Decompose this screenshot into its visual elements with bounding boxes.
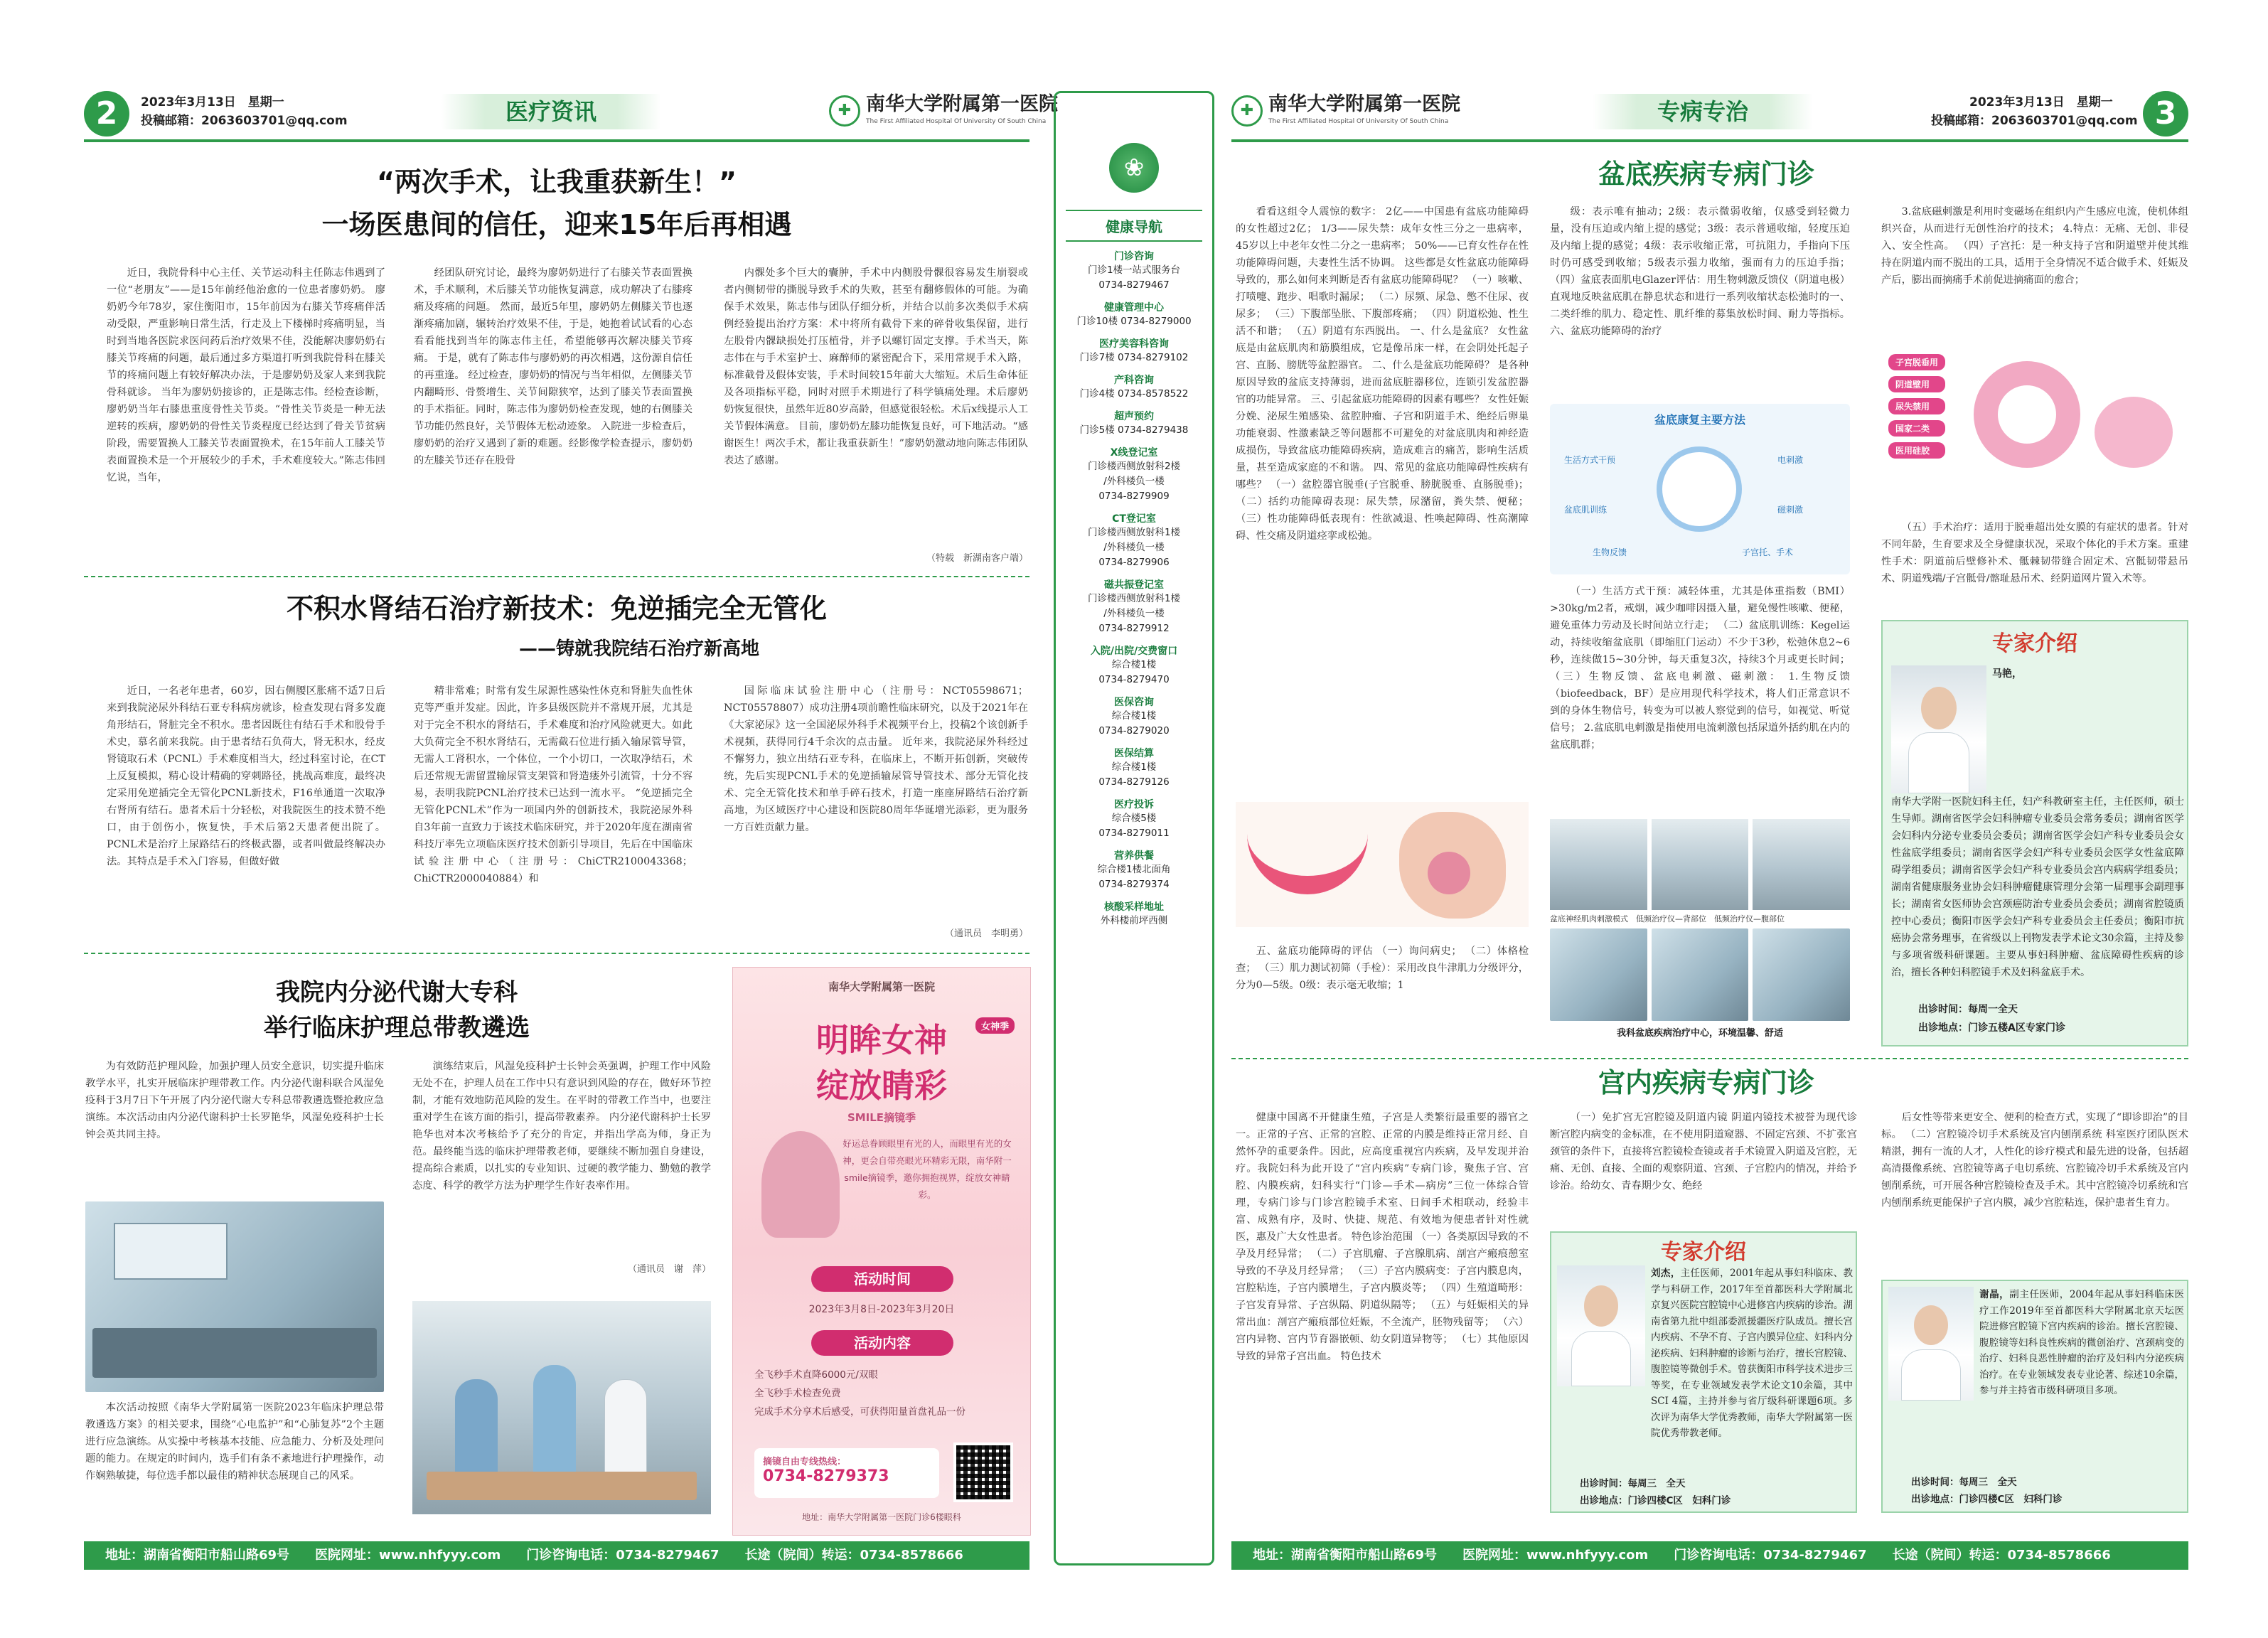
hospital-logo-icon: ✚ — [1231, 95, 1263, 127]
sidebar-line: 0734-8279020 — [1098, 725, 1170, 737]
sidebar-heading: 入院/出院/交费窗口 — [1090, 646, 1178, 657]
sidebar-heading: 医保咨询 — [1114, 697, 1154, 708]
ad-hospital: 南华大学附属第一医院 — [828, 980, 935, 993]
article2-col-2: 精非常难；时常有发生尿源性感染性休克和肾脏失血性休克等严重并发症。因此，许多县级医院并不常规开展，尤其是对于完全不积水的肾结石，手术难度和治疗风险就更大。如此大负荷完全不积水肾结石，无需截石位进行插入输尿管导管，无需人工肾积水，一个体位，一个小切口，一次取净结石，术后还常规无需留置输尿管支架管和肾造瘘外引流管，十分不容易，表明我院PCNL治疗技术已达到一流水平。 “免逆插完全无管化PCNL术”作为一项国内外的创新技术，我院泌尿外科自3年前一直致力于该技术临床研究，并于2020年度在湖南省科技厅率先立项临床医疗技术创新引导项目，先后在中国临床试验注册中心（注册号：ChiCTR2100043368；ChiCTR2000040884）和 — [414, 685, 692, 884]
sidebar-line: 0734-8279467 — [1098, 279, 1170, 291]
sidebar-line: 门诊5楼 0734-8279438 — [1079, 424, 1189, 436]
article1-title-2: 一场医患间的信任，迎来15年后再相遇 — [321, 209, 792, 240]
article3-byline: （通讯员 谢 萍） — [627, 1264, 711, 1275]
ad-poem: 好运总眷顾眼里有光的人，而眼里有光的女神，更会自带亮眼光环精彩无限，南华附一smile摘镜季，邀你拥抱视界，绽放女神睛彩。 — [843, 1138, 1012, 1200]
sidebar-heading: CT登记室 — [1112, 513, 1156, 525]
hospital-name-right: 南华大学附属第一医院 — [1268, 93, 1460, 115]
pessary-label-list — [1888, 354, 1945, 459]
pessary-label: 尿失禁用 — [1888, 398, 1945, 414]
footer-transfer: 长途（院间）转运：0734-8578666 — [744, 1548, 963, 1563]
sidebar-line: /外科楼负一楼 — [1103, 542, 1165, 553]
expert1-intro-top — [1992, 665, 2184, 793]
sidebar-heading: 医疗投诉 — [1114, 799, 1154, 810]
sidebar-heading: 医保结算 — [1114, 748, 1154, 759]
hospital-en-left: The First Affiliated Hospital Of University Of South China — [866, 118, 1047, 125]
health-navigation-sidebar — [1054, 91, 1214, 1565]
sidebar-line: 0734-8279909 — [1098, 491, 1170, 502]
equipment-photos — [1550, 819, 1850, 910]
section-banner-left: 医疗资讯 — [441, 94, 661, 129]
ad-items — [754, 1366, 1010, 1421]
expert-photo-xie-jing — [1888, 1287, 1974, 1401]
ring-pessary-icon — [1974, 361, 2080, 468]
expert3-place: 出诊地点：门诊四楼C区 妇科门诊 — [1911, 1494, 2063, 1505]
rehab-methods-diagram — [1550, 404, 1850, 574]
sidebar-line: 外科楼前坪西侧 — [1100, 915, 1168, 926]
footer-right — [1231, 1541, 2188, 1570]
expert3-name: 谢晶， — [1979, 1289, 2010, 1300]
pelvic-col-2b: （一）生活方式干预：减轻体重，尤其是体重指数（BMI）>30kg/m2者，戒烟，减少咖啡因摄入量，避免慢性咳嗽、便秘，避免重体力劳动及长时间站立行走； （二）盆底肌训练：Kegel运动，持续收缩盆底肌（即缩肛门运动）不少于3秒，松弛休息2~6秒，连续做15~30分钟，每天重复3次，持续3个月或更长时间； （三）生物反馈、盆底电刺激、磁刺激： 1.生物反馈（biofeedback，BF）是应用现代科学技术，将人们正常意识不到的身体生物信号，转变为可以被人察觉到的信号，如视觉、听觉信号； 2.盆底肌电刺激是指使用电流刺激包括尿道外括约肌在内的盆底肌群； — [1550, 586, 1850, 751]
sidebar-line: 门诊4楼 0734-8578522 — [1079, 388, 1189, 400]
lotus-book-icon: ❀ — [1109, 143, 1159, 193]
header-rule-right — [1231, 139, 2188, 142]
pelvic-col-2: 级：表示唯有抽动；2级：表示微弱收缩，仅感受到轻微力量，没有压迫或内缩上提的感觉；3级：表示普通收缩，轻度压迫及内缩上提的感觉；4级：表示收缩正常，可抗阻力，手指向下压时仍可感受到收缩；5级表示强力收缩，强而有力的压迫手指； （四）盆底表面肌电Glazer评估：用生物刺激反馈仪（阴道电极）直观地反映盆底肌在静息状态和进行一系列收缩状态松弛时的一、二类纤维的肌力、稳定性、肌纤维的募集放松时间、耐力等指标。 六、盆底功能障碍的治疗 — [1550, 206, 1850, 337]
sidebar-heading: 产科咨询 — [1114, 375, 1154, 386]
sidebar-line: /外科楼负一楼 — [1103, 608, 1165, 619]
footer-address: 地址：湖南省衡阳市船山路69号 — [105, 1548, 290, 1563]
expert2-place: 出诊地点：门诊四楼C区 妇科门诊 — [1580, 1495, 1731, 1506]
expert1-name: 马艳， — [1992, 668, 2022, 680]
divider — [1231, 1058, 2188, 1059]
sidebar-line: 0734-8279374 — [1098, 879, 1170, 890]
pessary-label: 国家二类 — [1888, 420, 1945, 437]
expert-card-xie-jing — [1881, 1280, 2188, 1513]
sidebar-line: 0734-8279906 — [1098, 557, 1170, 568]
footer-left — [84, 1541, 1029, 1570]
qr-code-icon[interactable] — [953, 1442, 1013, 1502]
issue-date-right: 2023年3月13日 星期一 — [1969, 95, 2113, 109]
article3-title-1: 我院内分泌代谢大专科 — [276, 978, 518, 1007]
sidebar-line: 门诊1楼一站式服务台 — [1087, 264, 1181, 276]
article2-subtitle: ——铸就我院结石治疗新高地 — [518, 638, 759, 660]
expert2-time: 出诊时间：每周三 全天 — [1580, 1478, 1686, 1489]
ad-time: 2023年3月8日-2023年3月20日 — [808, 1304, 955, 1315]
sidebar-line: 门诊7楼 0734-8279102 — [1079, 352, 1189, 363]
expert-photo-ma-yan — [1891, 665, 1986, 793]
ad-time-label: 活动时间 — [811, 1266, 953, 1292]
ad-badge: 女神季 — [975, 1017, 1015, 1034]
expert-card-liu-jie — [1550, 1231, 1857, 1513]
ad-smile: SMILE摘镜季 — [847, 1111, 916, 1124]
sidebar-line: 0734-8279912 — [1098, 623, 1170, 634]
ad-hotline-label: 摘镜自由专线热线： — [763, 1457, 847, 1467]
section-banner-right: 专病专治 — [1593, 94, 1813, 129]
issue-date-left: 2023年3月13日 星期一 — [141, 95, 284, 109]
sidebar-line: 综合楼1楼北面角 — [1097, 864, 1171, 875]
page-number-right: 3 — [2143, 91, 2188, 136]
expert-photo-liu-jie — [1557, 1265, 1645, 1386]
eye-campaign-ad — [732, 967, 1031, 1536]
pessary-label: 阴道壁用 — [1888, 376, 1945, 392]
treatment-room-photos — [1550, 928, 1850, 1021]
sidebar-heading: 门诊咨询 — [1114, 251, 1154, 262]
footer-phone: 门诊咨询电话：0734-8279467 — [526, 1548, 720, 1563]
expert-card-ma-yan — [1881, 620, 2188, 1046]
article1-title-1: “两次手术，让我重获新生！” — [377, 166, 737, 198]
sidebar-line: 综合楼1楼 — [1111, 659, 1157, 670]
article2-title: 不积水肾结石治疗新技术：免逆插完全无管化 — [286, 593, 827, 624]
uterine-col-1: 健康中国离不开健康生殖，子宫是人类繁衍最重要的器官之一。正常的子宫、正常的宫腔、正常的内膜是维持正常月经、自然怀孕的重要条件。因此，应高度重视宫内疾病，及早发现并治疗。我院妇科为此开设了“宫内疾病”专病门诊，聚焦子宫、宫腔、内膜疾病，妇科实行“门诊—手术—病房”三位一体综合管理，专病门诊与门诊宫腔镜手术室、日间手术相联动，经验丰富、成熟有序，及时、快捷、规范、有效地为便患者针对性就医，惠及广大女性患者。 特色诊治范围 （一）各类原因导致的不孕及月经异常； （二）子宫肌瘤、子宫腺肌病、剖宫产瘢痕憩室导致的不孕及月经异常； （三）子宫内膜病变：子宫内膜息肉，宫腔粘连，子宫内膜增生，子宫内膜炎等； （四）生殖道畸形：子宫发育异常、子宫纵隔、阴道纵隔等； （五）与妊娠相关的异常出血：剖宫产瘢痕部位妊娠，不全流产，胚物残留等； （六）宫内异物、宫内节育器嵌顿、幼女阴道异物等； （七）其他原因导致的异常子宫出血。 特色技术 — [1236, 1112, 1529, 1362]
expert3-time: 出诊时间：每周三 全天 — [1911, 1477, 2017, 1488]
sidebar-heading: 健康管理中心 — [1104, 302, 1164, 314]
sidebar-list — [1056, 249, 1212, 928]
article1-col-3: 内髁处多个巨大的囊肿，手术中内侧股骨髁很容易发生崩裂或者内侧韧带的撕脱导致手术的失败，甚至有翻修假体的可能。为确保手术效果，陈志伟与团队仔细分析，并结合以前多次类似手术病例经验提出治疗方案：术中将所有截骨下来的碎骨收集保留，进行左股骨内髁缺损处打压植骨，并予以螺钉固定支撑。手术当天，陈志伟在与手术室护士、麻醉师的紧密配合下，采用常规手术入路，标准截骨及假体安装，手术时间较15年前大大缩短。术后生命体征及各项指标平稳，同时对照手术期进行了科学镇痛处理。术后廖奶奶恢复很快，虽然年近80岁高龄，但感觉很轻松。术后x线提示人工关节假体满意。 目前，廖奶奶左膝功能恢复良好，可下地活动。“感谢医生！两次手术，都让我重获新生！”廖奶奶激动地向陈志伟团队表达了感谢。 — [724, 267, 1028, 466]
article3-col-1: 为有效防范护理风险，加强护理人员安全意识，切实提升临床教学水平，扎实开展临床护理带教工作。内分泌代谢科联合风湿免疫科于3月7日下午开展了内分泌代谢大专科总带教遴选暨抢救应急演练。本次活动由内分泌代谢科护士长罗艳华，风湿免疫科护士长钟会英共同主持。 — [85, 1061, 384, 1140]
sidebar-heading: 核酸采样地址 — [1104, 901, 1164, 913]
diagram-label: 生物反馈 — [1593, 547, 1627, 557]
sidebar-heading: 磁共振登记室 — [1104, 579, 1164, 591]
sidebar-heading: 超声预约 — [1114, 411, 1154, 422]
hospital-en-right: The First Affiliated Hospital Of University Of South China — [1268, 118, 1449, 125]
pelvic-col-3b: （五）手术治疗：适用于脱垂超出处女膜的有症状的患者。针对不同年龄，生育要求及全身健康状况，采取个体化的手术方案。重建性手术：阴道前后壁修补术、骶棘韧带缝合固定术、宫骶韧带悬吊术、阴道残端/子宫骶骨/髂耻悬吊术、经阴道网片置入术等。 — [1881, 522, 2188, 584]
equipment-caption: 盆底神经肌肉刺激模式 低频治疗仪—背部位 低频治疗仪—腹部位 — [1550, 914, 1785, 924]
sidebar-line: 门诊楼西侧放射科1楼 — [1087, 527, 1181, 538]
footer-transfer: 长途（院间）转运：0734-8578666 — [1892, 1548, 2111, 1563]
article1-col-1: 近日，我院骨科中心主任、关节运动科主任陈志伟遇到了一位“老朋友”——是15年前经他治愈的一位患者廖奶奶。 廖奶奶今年78岁，家住衡阳市，15年前因为右膝关节疼痛伴活动受限，严重影响日常生活，行走及上下楼梯时疼痛明显，当时到当地各医院求医问药后治疗效果不佳，没能解决廖奶奶右膝关节疼痛的问题，最后通过多方渠道打听到我院骨科在膝关节的疼痛问题上有较好解决办法，于是廖奶奶及家人来到我院骨科就诊。 当年为廖奶奶接诊的，正是陈志伟。经检查诊断，廖奶奶当年右膝患重度骨性关节炎。“骨性关节炎是一种无法逆转的疾病，廖奶奶的骨性关节炎程度已经达到了骨关节贫病阶段，需要置换人工膝关节表面置换术，在15年前人工膝关节表面置换术是一个开展较少的手术，手术难度较大。”陈志伟回忆说，当年， — [107, 267, 385, 483]
sidebar-heading: 医疗美容科咨询 — [1099, 338, 1169, 350]
diagram-label: 盆底肌训练 — [1564, 505, 1608, 515]
hammock-pelvis-illustration — [1236, 802, 1529, 927]
expert1-place: 出诊地点：门诊五楼A区专家门诊 — [1918, 1022, 2065, 1034]
hospital-name-left: 南华大学附属第一医院 — [866, 93, 1058, 115]
diagram-label: 生活方式干预 — [1564, 455, 1616, 465]
sidebar-line: 门诊楼西侧放射科2楼 — [1087, 461, 1181, 472]
expert3-intro — [1979, 1287, 2184, 1469]
ad-item: 完成手术分享术后感受，可获得阳量首盘礼品一份 — [754, 1406, 965, 1418]
header-rule-left — [84, 139, 1029, 142]
training-meeting-photo — [85, 1201, 384, 1392]
ad-item: 全飞秒手术检查免费 — [754, 1388, 841, 1399]
pelvic-col-1: 看看这组令人震惊的数字： 2亿——中国患有盆底功能障碍的女性超过2亿； 1/3——尿失禁：成年女性三分之一患病率，45岁以上中老年女性二分之一患病率； 50%——已育女性存在性功能障碍问题，夫妻性生活不协调。 这些都是女性盆底功能障碍导致的，那么如何来判断是否有盆底功能障碍呢？ （一）咳嗽、打喷嚏、跑步、唱歌时漏尿； （二）尿频、尿急、憋不住尿、夜尿多； （三）下腹部坠胀、下腹部疼痛； （四）阴道松弛、性生活不和谐； （五）阴道有东西脱出。 一、什么是盆底？ 女性盆底是由盆底肌肉和筋膜组成，它是像吊床一样，在会阴处托起子宫、直肠、膀胱等盆腔器官。 二、什么是盆底功能障碍？ 是各种原因导致的盆底支持薄弱，进而盆底脏器移位，连锁引发盆腔器官的功能异常。 三、引起盆底功能障碍的因素有哪些？ 女性妊娠分娩、泌尿生殖感染、盆腔肿瘤、子宫和阴道手术、绝经后卵巢功能衰弱、性激素缺乏等问题都不可避免的对盆底肌肉和神经造成损伤，导致盆底功能障碍疾病，造成难言的痛苦，影响生活质量，甚至造成家庭的不和谐。 四、常见的盆底功能障碍性疾病有哪些？ （一）盆腔器官脱垂(子宫脱垂、膀胱脱垂、直肠脱垂)； （二）括约功能障碍表现：尿失禁，尿潴留，粪失禁、便秘； （三）性功能障碍低表现有：性欲减退、性唤起障碍、性高潮障碍、性交痛及阴道痉挛或松弛。 — [1236, 206, 1529, 542]
sidebar-line: 门诊10楼 0734-8279000 — [1076, 316, 1192, 327]
ad-headline-1: 明眸女神 — [816, 1021, 947, 1059]
ad-hotline: 0734-8279373 — [763, 1467, 889, 1485]
expert2-intro — [1651, 1265, 1853, 1473]
hospital-logo-icon: ✚ — [829, 95, 860, 127]
pessary-products — [1881, 347, 2188, 510]
footer-address: 地址：湖南省衡阳市船山路69号 — [1253, 1548, 1438, 1563]
sidebar-line: /外科楼负一楼 — [1103, 476, 1165, 487]
footer-website[interactable]: 医院网址：www.nhfyyy.com — [315, 1548, 501, 1563]
sidebar-line: 0734-8279126 — [1098, 776, 1170, 788]
ad-hotline-box — [754, 1448, 939, 1498]
ad-content-label: 活动内容 — [811, 1330, 953, 1356]
nursing-drill-photo — [412, 1301, 711, 1514]
ad-address: 地址：南华大学附属第一医院门诊6楼眼科 — [802, 1512, 961, 1522]
article3-title-2: 举行临床护理总带教遴选 — [264, 1014, 530, 1042]
ad-item: 全飞秒手术直降6000元/双眼 — [754, 1369, 878, 1381]
expert1-time: 出诊时间：每周一全天 — [1918, 1004, 2018, 1015]
article1-byline: （特载 新湖南客户端） — [926, 553, 1028, 564]
uterine-col-3: 后女性等带来更安全、便利的检查方式，实现了“即诊即治”的目标。 （二）宫腔镜冷切手术系统及宫内刨削系统 科室医疗团队医术精湛，拥有一流的人才，人性化的诊疗模式和最先进的设备，包括超高清摄像系统、宫腔镜等离子电切系统、宫腔镜冷切手术系统及宫内刨削系统，可开展各种宫腔镜检查及手术。其中宫腔镜冷切系统和宫内刨削系统更能保护子宫内膜，减少宫腔粘连，保护患者生育力。 — [1881, 1112, 2188, 1209]
article2-byline: （通讯员 李明勇） — [944, 928, 1028, 939]
sidebar-line: 综合楼1楼 — [1111, 761, 1157, 773]
pelvic-clinic-title: 盆底疾病专病门诊 — [1598, 159, 1814, 190]
diagram-label: 电刺激 — [1777, 455, 1804, 465]
sidebar-line: 0734-8279470 — [1098, 674, 1170, 685]
sidebar-line: 门诊楼西侧放射科1楼 — [1087, 593, 1181, 604]
pelvic-col-3: 3.盆底磁刺激是利用时变磁场在组织内产生感应电流，使机体组织兴奋，从而进行无创性治疗的技术； 4.特点：无痛、无创、非侵入、安全性高。 （四）子宫托：是一种支持子宫和阴道壁并使其维持在阴道内而不脱出的工具，适用于全身情况不适合做手术、妊娠及产后，膨出而摘痛手术前促进摘痛面的愈合； — [1881, 206, 2188, 286]
sidebar-title: 健康导航 — [1066, 210, 1202, 242]
pessary-label: 子宫脱垂用 — [1888, 354, 1945, 370]
divider — [84, 576, 1029, 577]
expert-card-title: 专家介绍 — [1661, 1240, 1746, 1265]
pessary-label: 医用硅胶 — [1888, 442, 1945, 459]
sidebar-line: 0734-8279011 — [1098, 828, 1170, 839]
footer-website[interactable]: 医院网址：www.nhfyyy.com — [1462, 1548, 1649, 1563]
article2-col-1: 近日，一名老年患者，60岁，因右侧腰区胀痛不适7日后来到我院泌尿外科结石亚专科病房就诊，检查发现右肾多发鹿角形结石，肾脏完全不积水。患者因既往有结石手术和股骨手术史，慕名前来我院。由于患者结石负荷大，肾无积水，经皮肾镜取石术（PCNL）手术难度相当大，经过科室讨论，在CT上反复模拟，精心设计精确的穿刺路径，挑战高难度，最终决定采用免逆插完全无管化PCNL新技术，F16单通道一次取净右肾所有结石。患者术后十分轻松，对我院医生的技术赞不绝口，由于创伤小，恢复快，手术后第2天患者便出院了。 PCNL术是治疗上尿路结石的终极武器，或者叫做最终解决办法。其特点是手术入门容易，但做好做 — [107, 685, 385, 867]
sidebar-line: 综合楼5楼 — [1111, 813, 1157, 824]
diagram-label: 磁刺激 — [1777, 505, 1804, 515]
article2-col-3: 国际临床试验注册中心（注册号：NCT05598671；NCT05578807）成功注册4项前瞻性临床研究，以及于2021年在《大家泌尿》这一全国泌尿外科手术视频平台上，投稿2个该创新手术视频，获得同行4千余次的点击量。 近年来，我院泌尿外科经过不懈努力，独立出结石亚专科，在临床上，不断开拓创新，突破传统，先后实现PCNL手术的免逆插输尿管导管技术、部分无管化技术、完全无管化技术和单手碎石技术，打造一座座屏路结石治疗新高地，为区域医疗中心建设和医院80周年华诞增光添彩，更为服务一方百姓贡献力量。 — [724, 685, 1028, 833]
diagram-label: 子宫托、手术 — [1742, 547, 1794, 557]
article3-col-bottom: 本次活动按照《南华大学附属第一医院2023年临床护理总带教遴选方案》的相关要求，围绕“心电监护”和“心肺复苏”2个主题进行应急演练。从实操中考核基本技能、应急能力、分析及处理问题的能力。在规定的时间内，选手们有条不紊地进行护理操作，动作娴熟敏捷，每位选手都以最佳的精神状态展现自己的风采。 — [85, 1402, 384, 1482]
expert2-text: 主任医师，2001年起从事妇科临床、教学与科研工作，2017年至首都医科大学附属北京复兴医院宫腔镜中心进修宫内疾病的诊治。湖南省第九批中组部委派援疆医疗队成员。擅长宫内疾病、不孕不育、子宫内膜异位症、妇科内分泌疾病、妇科肿瘤的诊断与治疗，擅长宫腔镜、腹腔镜等微创手术。曾获衡阳市科学技术进步三等奖，在专业领域发表学术论文10余篇，其中SCI 4篇，主持并参与省厅级科研课题6项。多次评为南华大学优秀教师，南华大学附属第一医院优秀带教老师。 — [1651, 1268, 1853, 1439]
page-number-left: 2 — [84, 91, 129, 136]
divider — [84, 953, 1029, 954]
footer-phone: 门诊咨询电话：0734-8279467 — [1674, 1548, 1867, 1563]
diagram-title: 盆底康复主要方法 — [1654, 413, 1745, 427]
expert3-text: 副主任医师，2004年起从事妇科临床医疗工作2019年至首都医科大学附属北京天坛医院进修宫腔镜下宫内疾病的诊治。擅长宫腔镜、腹腔镜等妇科良性疾病的微创治疗、宫颈病变的治疗、妇科良恶性肿瘤的治疗及妇科内分泌疾病治疗。在专业领域发表专业论著、综述10余篇，参与并主持省市级科研项目多项。 — [1979, 1289, 2184, 1396]
expert1-text-b: 南华大学附一医院妇科主任，妇产科教研室主任，主任医师，硕士生导师。湖南省医学会妇科肿瘤专业委员会常务委员；湖南省医学会妇科内分泌专业委员会委员；湖南省医学会妇产科专业委员会女性盆底学组委员；湖南省医学会妇产科专业委员会医学女性盆底障碍学组委员；湖南省医学会妇产科专业委员会宫内病病学组委员；湖南省健康服务业协会妇科肿瘤健康管理分会第一届理事会副理事长；湖南省女医师协会宫颈癌防治专业委员会委员；湖南省腔镜质控中心委员；衡阳市医学会妇产科专业委员会主任委员；衡阳市抗癌协会常务理事，在省级以上刊物发表学术论文30余篇，主持及参与多项省级科研课题。主要从事妇科肿瘤、盆底障碍性疾病的诊治，擅长各种妇科腔镜手术及妇科盆底手术。 — [1891, 796, 2184, 978]
article1-col-2: 经团队研究讨论，最终为廖奶奶进行了右膝关节表面置换术，手术顺利，术后膝关节功能恢复满意，成功解决了右膝疼痛及疼痛的问题。 然而，最近5年里，廖奶奶左侧膝关节也逐渐疼痛加剧，辗转治疗效果不佳，于是，她抱着试试看的心态看看能找到当年的陈志伟主任，希望能够再次解决膝关节疼痛。 于是，就有了陈志伟与廖奶奶的再次相遇，这份源自信任的再重逢。 经过检查，廖奶奶的情况与当年相似，左侧膝关节内翻畸形、骨赘增生、关节间隙狭窄，达到了膝关节表面置换的手术指征。同时，陈志伟为廖奶奶检查发现，她的右侧膝关节功能仍然良好，关节假体无松动迹象。 入院进一步检查后，廖奶奶的治疗又遇到了新的难题。经影像学检查提示，廖奶奶的左膝关节还存在股骨 — [414, 267, 692, 466]
email-right: 投稿邮箱：2063603701@qq.com — [1931, 114, 2138, 128]
woman-guitar-illustration — [761, 1131, 840, 1238]
uterine-col-2: （一）免扩宫无宫腔镜及阴道内镜 阴道内镜技术被誉为现代诊断宫腔内病变的金标准，在不使用阴道窥器、不固定宫颈、不扩张宫颈管的条件下，直接将宫腔镜检查镜或者手术镜置入阴道及宫腔，无痛、无创、直接、全面的观察阴道、宫颈、子宫腔内的情况，并给予诊治。给幼女、青春期少女、绝经 — [1550, 1112, 1857, 1192]
expert-card-title: 专家介绍 — [1992, 631, 2077, 656]
room-caption: 我科盆底疾病治疗中心，环境温馨、舒适 — [1616, 1028, 1783, 1039]
uterine-clinic-title: 宫内疾病专病门诊 — [1598, 1067, 1814, 1098]
gellhorn-pessary-icon — [2095, 397, 2173, 468]
sidebar-heading: 营养供餐 — [1114, 850, 1154, 862]
ad-headline-2: 绽放睛彩 — [816, 1066, 947, 1105]
sidebar-line: 综合楼1楼 — [1111, 710, 1157, 722]
pelvic-col-1b: 五、盆底功能障碍的评估 （一）询问病史； （二）体格检查； （三）肌力测试初筛（手检）：采用改良牛津肌力分级评分，分为0—5级。0级：表示毫无收缩；1 — [1236, 946, 1529, 991]
expert2-name: 刘杰， — [1651, 1268, 1681, 1279]
sidebar-heading: X线登记室 — [1110, 447, 1158, 459]
email-left: 投稿邮箱：2063603701@qq.com — [141, 114, 348, 128]
article3-col-2: 演练结束后，风湿免疫科护士长钟会英强调，护理工作中风险无处不在，护理人员在工作中只有意识到风险的存在，做好环节控制，才能有效地防范风险的发生。在平时的带教工作当中，也要注重对学生在该方面的指引，提高带教素养。 内分泌代谢科护士长罗艳华也对本次考核给予了充分的肯定，并指出学高为师，身正为范。最终能当选的临床护理带教老师，要继续不断加强自身建设，提高综合素质，以扎实的专业知识、过硬的教学能力、勤勉的教学态度、科学的教学方法为护理学生作好表率作用。 — [412, 1061, 711, 1192]
